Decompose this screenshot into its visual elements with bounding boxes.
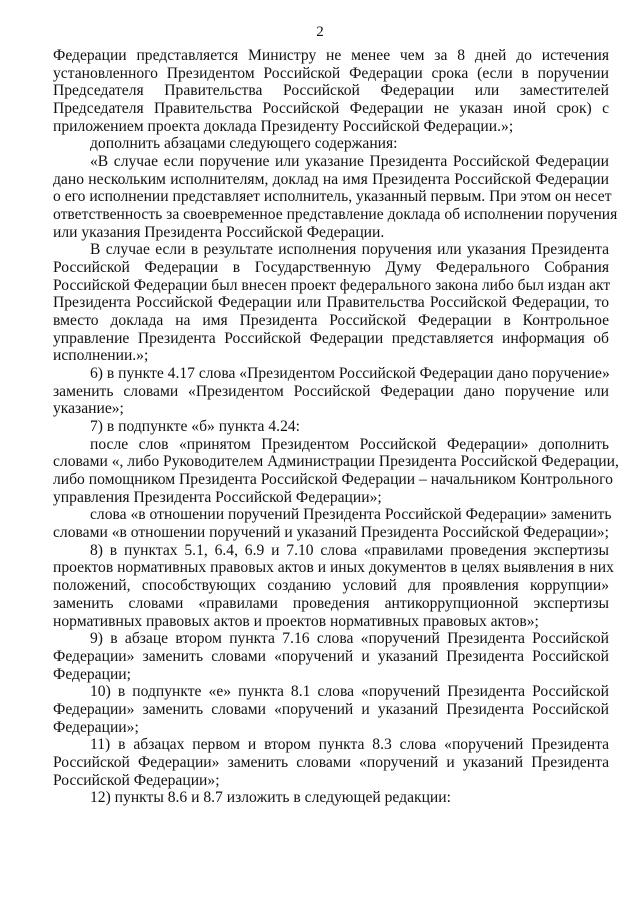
text-line: 7) в подпункте «б» пункта 4.24: [90, 418, 300, 436]
text-line: Президента Российской Федерации или Правительства Российской Федерации, то [53, 294, 609, 312]
text-line: словами «в отношении поручений и указаний Президента Российской Федерации»; [53, 524, 609, 542]
text-line: дано нескольким исполнителям, доклад на имя Президента Российской Федерации [53, 170, 609, 188]
text-line: установленного Президентом Российской Федерации срока (если в поручении [53, 64, 609, 82]
text-line: приложением проекта доклада Президенту Российской Федерации.»; [53, 117, 514, 135]
text-line: Российской Федерации в Государственную Думу Федерального Собрания [53, 259, 609, 277]
text-line: Председателя Правительства Российской Федерации или заместителей [53, 82, 609, 100]
text-line: Российской Федерации был внесен проект федерального закона либо был издан акт [53, 276, 611, 294]
paragraph [53, 541, 614, 630]
text-line: управление Президента Российской Федерации представляется информация об [53, 329, 609, 347]
text-line: 9) в абзаце втором пункта 7.16 слова «поручений Президента Российской [90, 630, 609, 648]
text-line: Российской Федерации» заменить словами «поручений и указаний Президента [53, 753, 609, 771]
paragraph [53, 47, 609, 135]
text-line: заменить словами «правилами проведения антикоррупционной экспертизы [53, 594, 609, 612]
text-line: 10) в подпункте «е» пункта 8.1 слова «поручений Президента Российской [90, 683, 609, 701]
text-line: 8) в пунктах 5.1, 6.4, 6.9 и 7.10 слова «правилами проведения экспертизы [90, 541, 609, 559]
paragraph [53, 135, 609, 153]
paragraph [53, 153, 618, 241]
text-line: Федерации» заменить словами «поручений и указаний Президента Российской [53, 647, 609, 665]
text-line: 6) в пункте 4.17 слова «Президентом Российской Федерации дано поручение» [90, 365, 610, 383]
text-line: или указания Президента Российской Федерации. [53, 223, 385, 241]
text-line: положений, способствующих созданию условий для проявления коррупции» [53, 577, 609, 595]
text-line: о его исполнении представляет исполнитель, указанный первым. При этом он несет [53, 188, 612, 206]
paragraph [53, 630, 609, 683]
text-line: ответственность за своевременное представление доклада об исполнении поручения [53, 206, 618, 224]
paragraph [53, 418, 609, 436]
text-line: Российской Федерации»; [53, 771, 220, 789]
paragraph [53, 683, 609, 736]
document-body [53, 47, 619, 807]
text-line: словами «, либо Руководителем Администрации Президента Российской Федерации, [53, 453, 619, 471]
text-line: 11) в абзацах первом и втором пункта 8.3 слова «поручений Президента [90, 736, 609, 754]
text-line: Федерации»; [53, 718, 139, 736]
text-line: исполнении.»; [53, 347, 149, 365]
text-line: нормативных правовых актов и проектов нормативных правовых актов»; [53, 612, 539, 630]
text-line: вместо доклада на имя Президента Российской Федерации в Контрольное [53, 312, 609, 330]
text-line: В случае если в результате исполнения поручения или указания Президента [90, 241, 609, 259]
text-line: проектов нормативных правовых актов и иных документов в целях выявления в них [53, 559, 614, 577]
text-line: Федерации; [53, 665, 131, 683]
page-number: 2 [316, 24, 324, 40]
text-line: указание»; [53, 400, 124, 418]
paragraph [53, 736, 609, 789]
text-line: после слов «принятом Президентом Российской Федерации» дополнить [90, 435, 609, 453]
text-line: «В случае если поручение или указание Президента Российской Федерации [90, 153, 609, 171]
text-line: заменить словами «Президентом Российской Федерации дано поручение или [53, 382, 609, 400]
paragraph [53, 241, 609, 365]
text-line: слова «в отношении поручений Президента Российской Федерации» заменить [90, 506, 612, 524]
text-line: Федерации» заменить словами «поручений и указаний Президента Российской [53, 700, 609, 718]
text-line: дополнить абзацами следующего содержания: [90, 135, 398, 153]
paragraph [53, 365, 609, 418]
text-line: управления Президента Российской Федерации»; [53, 488, 382, 506]
paragraph [53, 435, 619, 507]
text-line: Федерации представляется Министру не менее чем за 8 дней до истечения [53, 47, 609, 64]
text-line: 12) пункты 8.6 и 8.7 изложить в следующей редакции: [90, 789, 451, 807]
text-line: Председателя Правительства Российской Федерации не указан иной срок) с [53, 100, 609, 118]
text-line: либо помощником Президента Российской Федерации – начальником Контрольного [53, 471, 613, 489]
paragraph [53, 506, 612, 542]
paragraph [53, 789, 609, 807]
